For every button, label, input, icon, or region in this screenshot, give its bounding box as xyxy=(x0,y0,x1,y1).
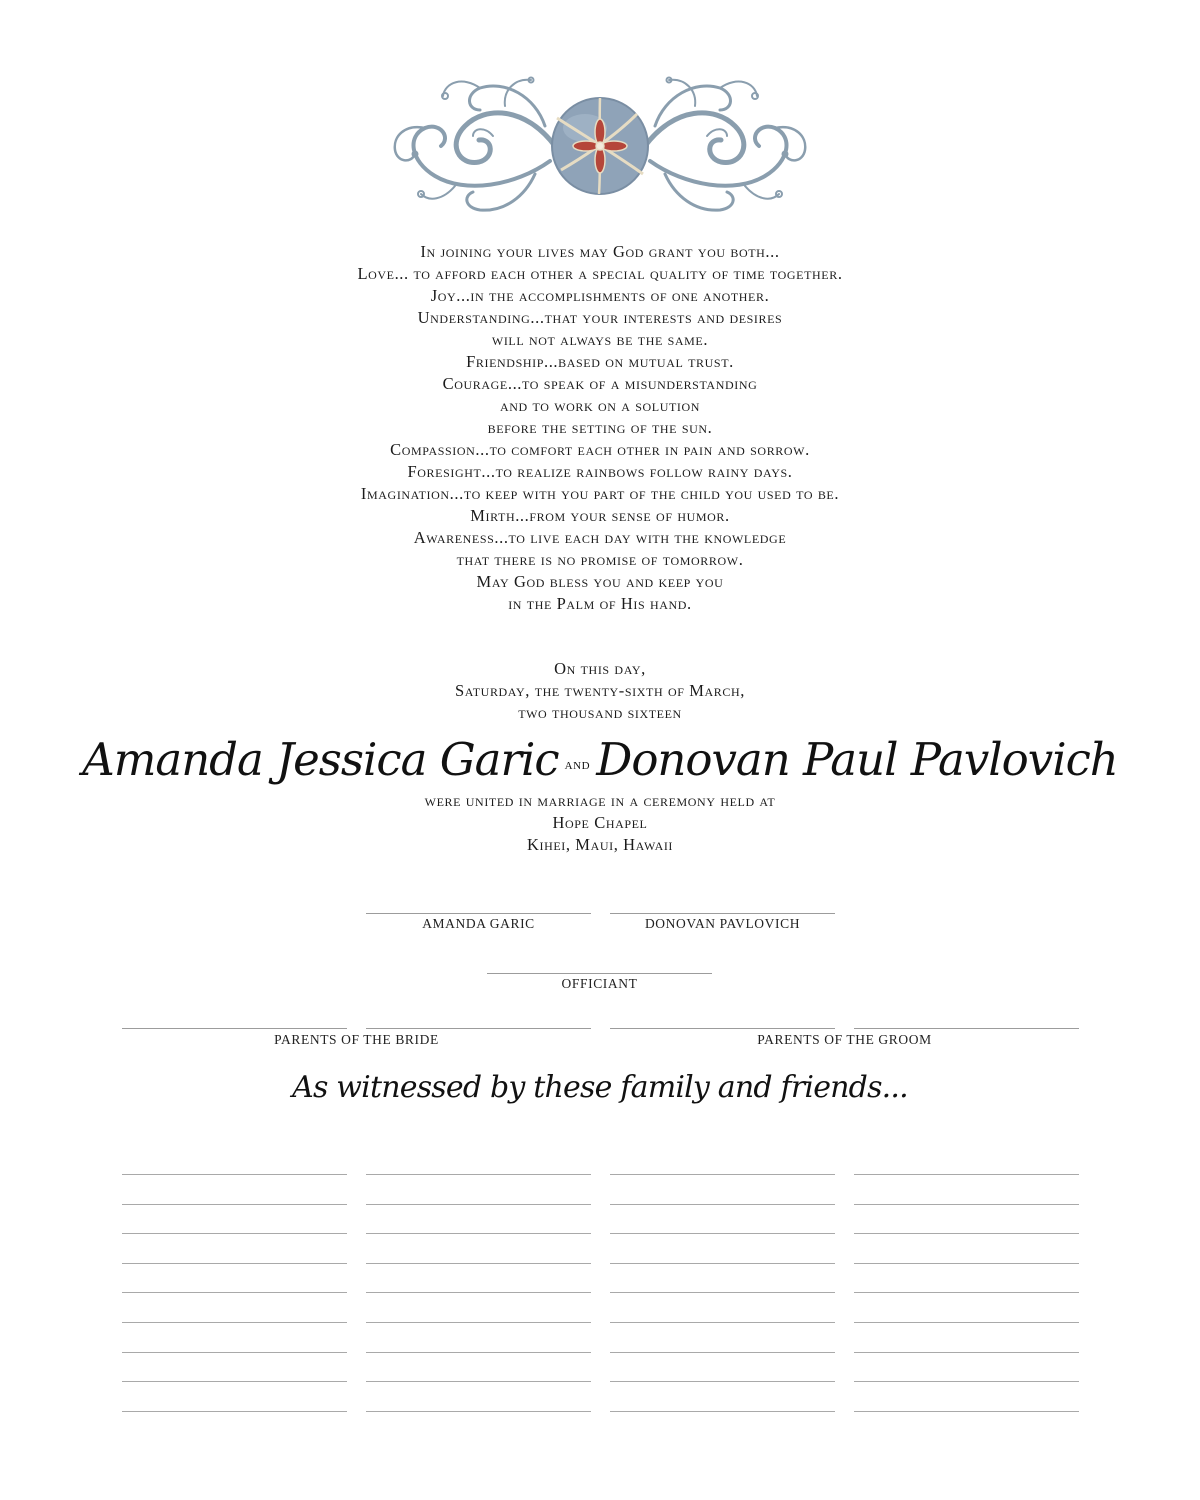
witness-signature-line[interactable] xyxy=(122,1411,347,1412)
witness-heading: As witnessed by these family and friends... xyxy=(292,1070,908,1105)
witness-signature-line[interactable] xyxy=(854,1411,1079,1412)
witness-signature-line[interactable] xyxy=(366,1322,591,1323)
witness-signature-line[interactable] xyxy=(366,1263,591,1264)
poem-line: May God bless you and keep you xyxy=(476,572,724,591)
names-conjunction: and xyxy=(564,757,591,773)
ceremony-line: were united in marriage in a ceremony held at xyxy=(424,791,776,810)
witness-signature-line[interactable] xyxy=(610,1204,835,1205)
witness-signature-line[interactable] xyxy=(854,1352,1079,1353)
witness-signature-line[interactable] xyxy=(854,1174,1079,1175)
date-line: Saturday, the twenty-sixth of March, xyxy=(455,681,745,700)
poem-line: Awareness...to live each day with the knowledge xyxy=(413,528,787,547)
witness-signature-line[interactable] xyxy=(610,1352,835,1353)
groom-name: Donovan Paul Pavlovich xyxy=(596,733,1118,786)
witness-signature-line[interactable] xyxy=(610,1174,835,1175)
bride-name: Amanda Jessica Garic xyxy=(82,733,559,786)
poem-line: Understanding...that your interests and desires xyxy=(417,308,783,327)
poem-line: and to work on a solution xyxy=(499,396,701,415)
blessing-poem xyxy=(0,241,1200,615)
poem-line: Courage...to speak of a misunderstanding xyxy=(442,374,758,393)
parent-bride-signature-line-2[interactable] xyxy=(366,1028,591,1029)
witness-signature-line[interactable] xyxy=(854,1322,1079,1323)
flourish-right xyxy=(645,78,805,211)
witness-signature-line[interactable] xyxy=(366,1352,591,1353)
officiant-signature-label: OFFICIANT xyxy=(561,976,638,991)
witness-signature-line[interactable] xyxy=(610,1292,835,1293)
witness-signature-line[interactable] xyxy=(122,1204,347,1205)
groom-signature-label: DONOVAN PAVLOVICH xyxy=(644,916,801,931)
parent-groom-signature-line-1[interactable] xyxy=(610,1028,835,1029)
poem-line: Foresight...to realize rainbows follow rainy days. xyxy=(407,462,793,481)
witness-signature-line[interactable] xyxy=(366,1381,591,1382)
witness-signature-line[interactable] xyxy=(610,1411,835,1412)
witness-signature-line[interactable] xyxy=(366,1411,591,1412)
poem-line: will not always be the same. xyxy=(491,330,709,349)
witness-signature-line[interactable] xyxy=(366,1204,591,1205)
poem-line: Love... to afford each other a special quality of time together. xyxy=(357,264,843,283)
poem-line: in the Palm of His hand. xyxy=(508,594,692,613)
witness-signature-line[interactable] xyxy=(610,1263,835,1264)
poem-line: Joy...in the accomplishments of one another. xyxy=(430,286,770,305)
groom-signature-line[interactable] xyxy=(610,913,835,914)
witness-signature-line[interactable] xyxy=(610,1233,835,1234)
parents-of-bride-label: PARENTS OF THE BRIDE xyxy=(274,1032,439,1047)
witness-signature-line[interactable] xyxy=(854,1381,1079,1382)
ceremony-location-block xyxy=(0,790,1200,856)
witness-signature-line[interactable] xyxy=(122,1292,347,1293)
witness-signature-line[interactable] xyxy=(854,1263,1079,1264)
ceremony-line: Hope Chapel xyxy=(552,813,648,832)
witness-signature-line[interactable] xyxy=(366,1174,591,1175)
bride-signature-label: AMANDA GARIC xyxy=(422,916,535,931)
stone-medallion xyxy=(552,98,648,194)
witness-signature-line[interactable] xyxy=(122,1233,347,1234)
bride-signature-line[interactable] xyxy=(366,913,591,914)
ceremony-date-block xyxy=(0,658,1200,724)
parent-bride-signature-line-1[interactable] xyxy=(122,1028,347,1029)
witness-signature-line[interactable] xyxy=(610,1381,835,1382)
parent-groom-signature-line-2[interactable] xyxy=(854,1028,1079,1029)
witness-signature-line[interactable] xyxy=(122,1381,347,1382)
date-line: two thousand sixteen xyxy=(518,703,682,722)
poem-line: Imagination...to keep with you part of the child you used to be. xyxy=(360,484,840,503)
witness-signature-line[interactable] xyxy=(122,1352,347,1353)
witness-signature-line[interactable] xyxy=(854,1233,1079,1234)
witness-signature-line[interactable] xyxy=(366,1233,591,1234)
poem-line: Mirth...from your sense of humor. xyxy=(470,506,730,525)
poem-line: Compassion...to comfort each other in pain and sorrow. xyxy=(390,440,810,459)
officiant-signature-line[interactable] xyxy=(487,973,712,974)
witness-signature-line[interactable] xyxy=(122,1174,347,1175)
witness-signature-line[interactable] xyxy=(122,1263,347,1264)
date-line: On this day, xyxy=(554,659,646,678)
ceremony-line: Kihei, Maui, Hawaii xyxy=(526,835,674,854)
witness-signature-line[interactable] xyxy=(366,1292,591,1293)
poem-line: before the setting of the sun. xyxy=(487,418,713,437)
poem-line: Friendship...based on mutual trust. xyxy=(466,352,734,371)
poem-line: In joining your lives may God grant you both... xyxy=(420,242,780,261)
poem-line: that there is no promise of tomorrow. xyxy=(456,550,744,569)
witness-signature-line[interactable] xyxy=(122,1322,347,1323)
couple-names xyxy=(0,728,1200,797)
witness-signature-line[interactable] xyxy=(854,1292,1079,1293)
witness-signature-line[interactable] xyxy=(610,1322,835,1323)
witness-signature-line[interactable] xyxy=(854,1204,1079,1205)
parents-of-groom-label: PARENTS OF THE GROOM xyxy=(757,1032,932,1047)
flourish-left xyxy=(395,78,555,211)
sand-dollar-emblem xyxy=(385,66,815,222)
